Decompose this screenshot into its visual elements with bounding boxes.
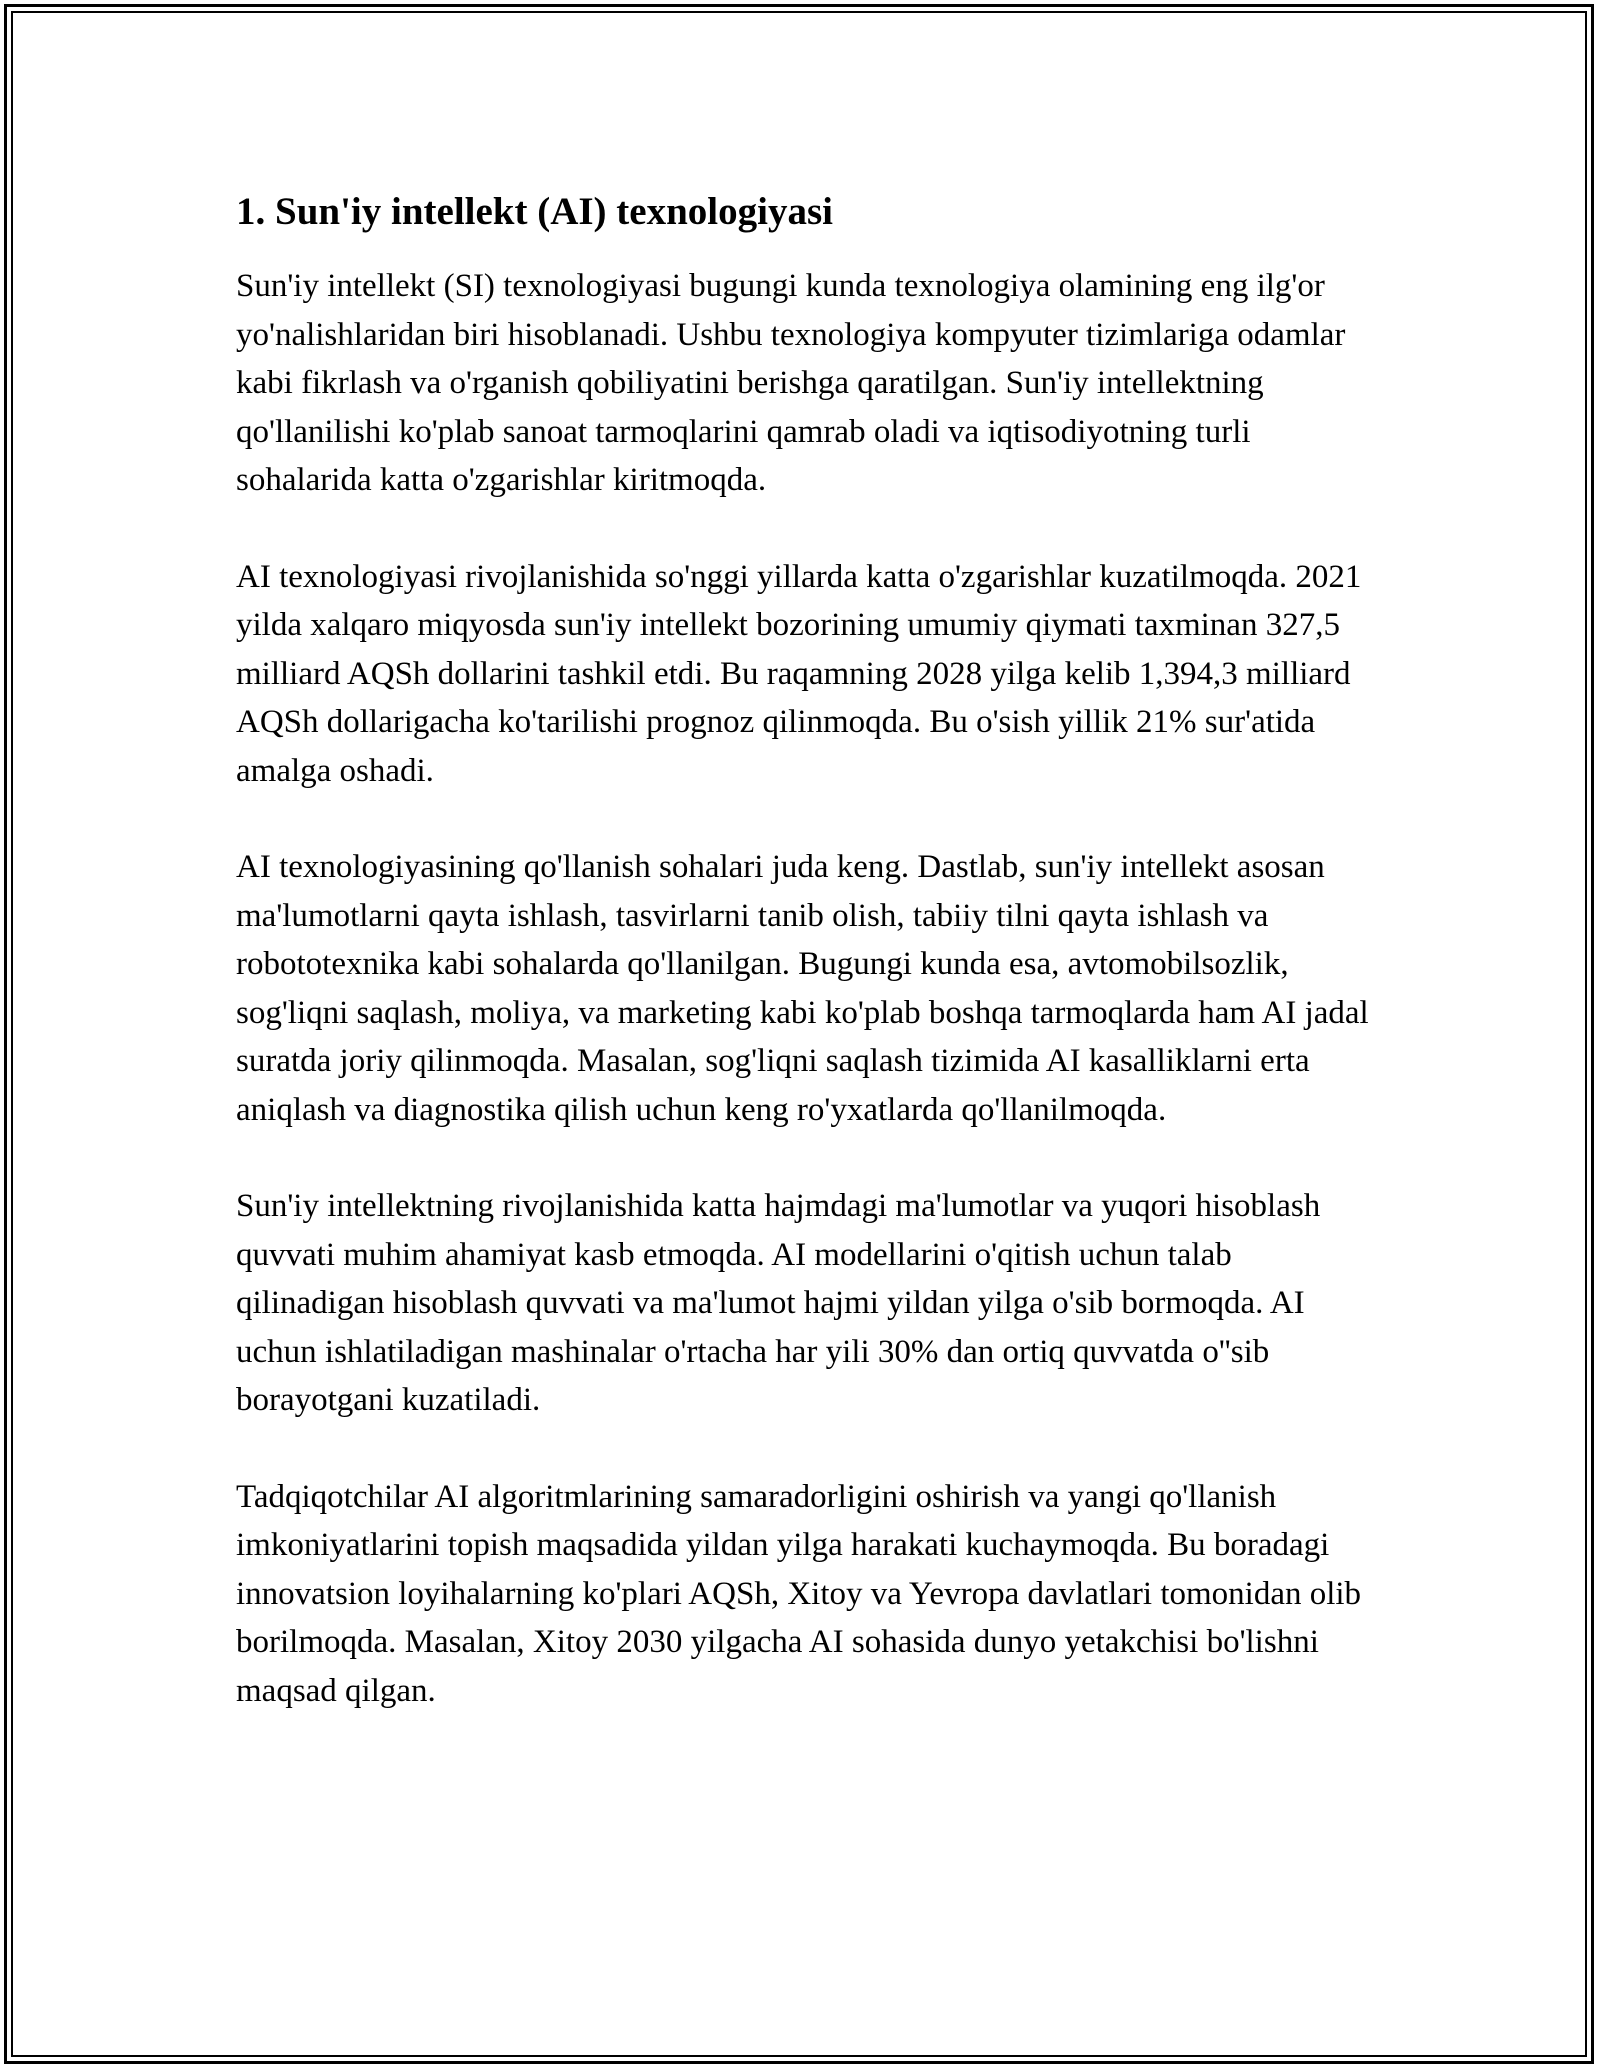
paragraph-market-growth: AI texnologiyasi rivojlanishida so'nggi yillarda katta o'zgarishlar kuzatilmoqda. 2021 yilda xalqaro miqyosda sun'iy intellekt bozorining umumiy qiymati taxminan 327,5 milliard AQSh dollarini tashkil etdi. Bu raqamning 2028 yilga kelib 1,394,3 milliard AQSh dollarigacha ko'tarilishi prognoz qilinmoqda. Bu o'sish yillik 21% sur'atida amalga oshadi. xyxy=(236,558,1362,789)
paragraph-research: Tadqiqotchilar AI algoritmlarining samaradorligini oshirish va yangi qo'llanish imkoniyatlarini topish maqsadida yildan yilga harakati kuchaymoqda. Bu boradagi innovatsion loyihalarning ko'plari AQSh, Xitoy va Yevropa davlatlari tomonidan olib borilmoqda. Masalan, Xitoy 2030 yilgacha AI sohasida dunyo yetakchisi bo'lishni maqsad qilgan. xyxy=(236,1478,1362,1709)
document-body xyxy=(236,186,1376,1763)
paragraph-intro: Sun'iy intellekt (SI) texnologiyasi bugungi kunda texnologiya olamining eng ilg'or yo'nalishlaridan biri hisoblanadi. Ushbu texnologiya kompyuter tizimlariga odamlar kabi fikrlash va o'rganish qobiliyatini berishga qaratilgan. Sun'iy intellektning qo'llanilishi ko'plab sanoat tarmoqlarini qamrab oladi va iqtisodiyotning turli sohalarida katta o'zgarishlar kiritmoqda. xyxy=(236,268,1346,498)
paragraph-application-areas: AI texnologiyasining qo'llanish sohalari juda keng. Dastlab, sun'iy intellekt asosan ma'lumotlarni qayta ishlash, tasvirlarni tanib olish, tabiiy tilni qayta ishlash va robototexnika kabi sohalarda qo'llanilgan. Bugungi kunda esa, avtomobilsozlik, sog'liqni saqlash, moliya, va marketing kabi ko'plab boshqa tarmoqlarda ham AI jadal suratda joriy qilinmoqda. Masalan, sog'liqni saqlash tizimida AI kasalliklarni erta aniqlash va diagnostika qilish uchun keng ro'yxatlarda qo'llanilmoqda. xyxy=(236,849,1369,1128)
section-title: 1. Sun'iy intellekt (AI) texnologiyasi xyxy=(236,190,833,233)
paragraph-data-and-compute: Sun'iy intellektning rivojlanishida katta hajmdagi ma'lumotlar va yuqori hisoblash quvvati muhim ahamiyat kasb etmoqda. AI modellarini o'qitish uchun talab qilinadigan hisoblash quvvati va ma'lumot hajmi yildan yilga o'sib bormoqda. AI uchun ishlatiladigan mashinalar o'rtacha har yili 30% dan ortiq quvvatda o''sib borayotgani kuzatiladi. xyxy=(236,1188,1321,1418)
